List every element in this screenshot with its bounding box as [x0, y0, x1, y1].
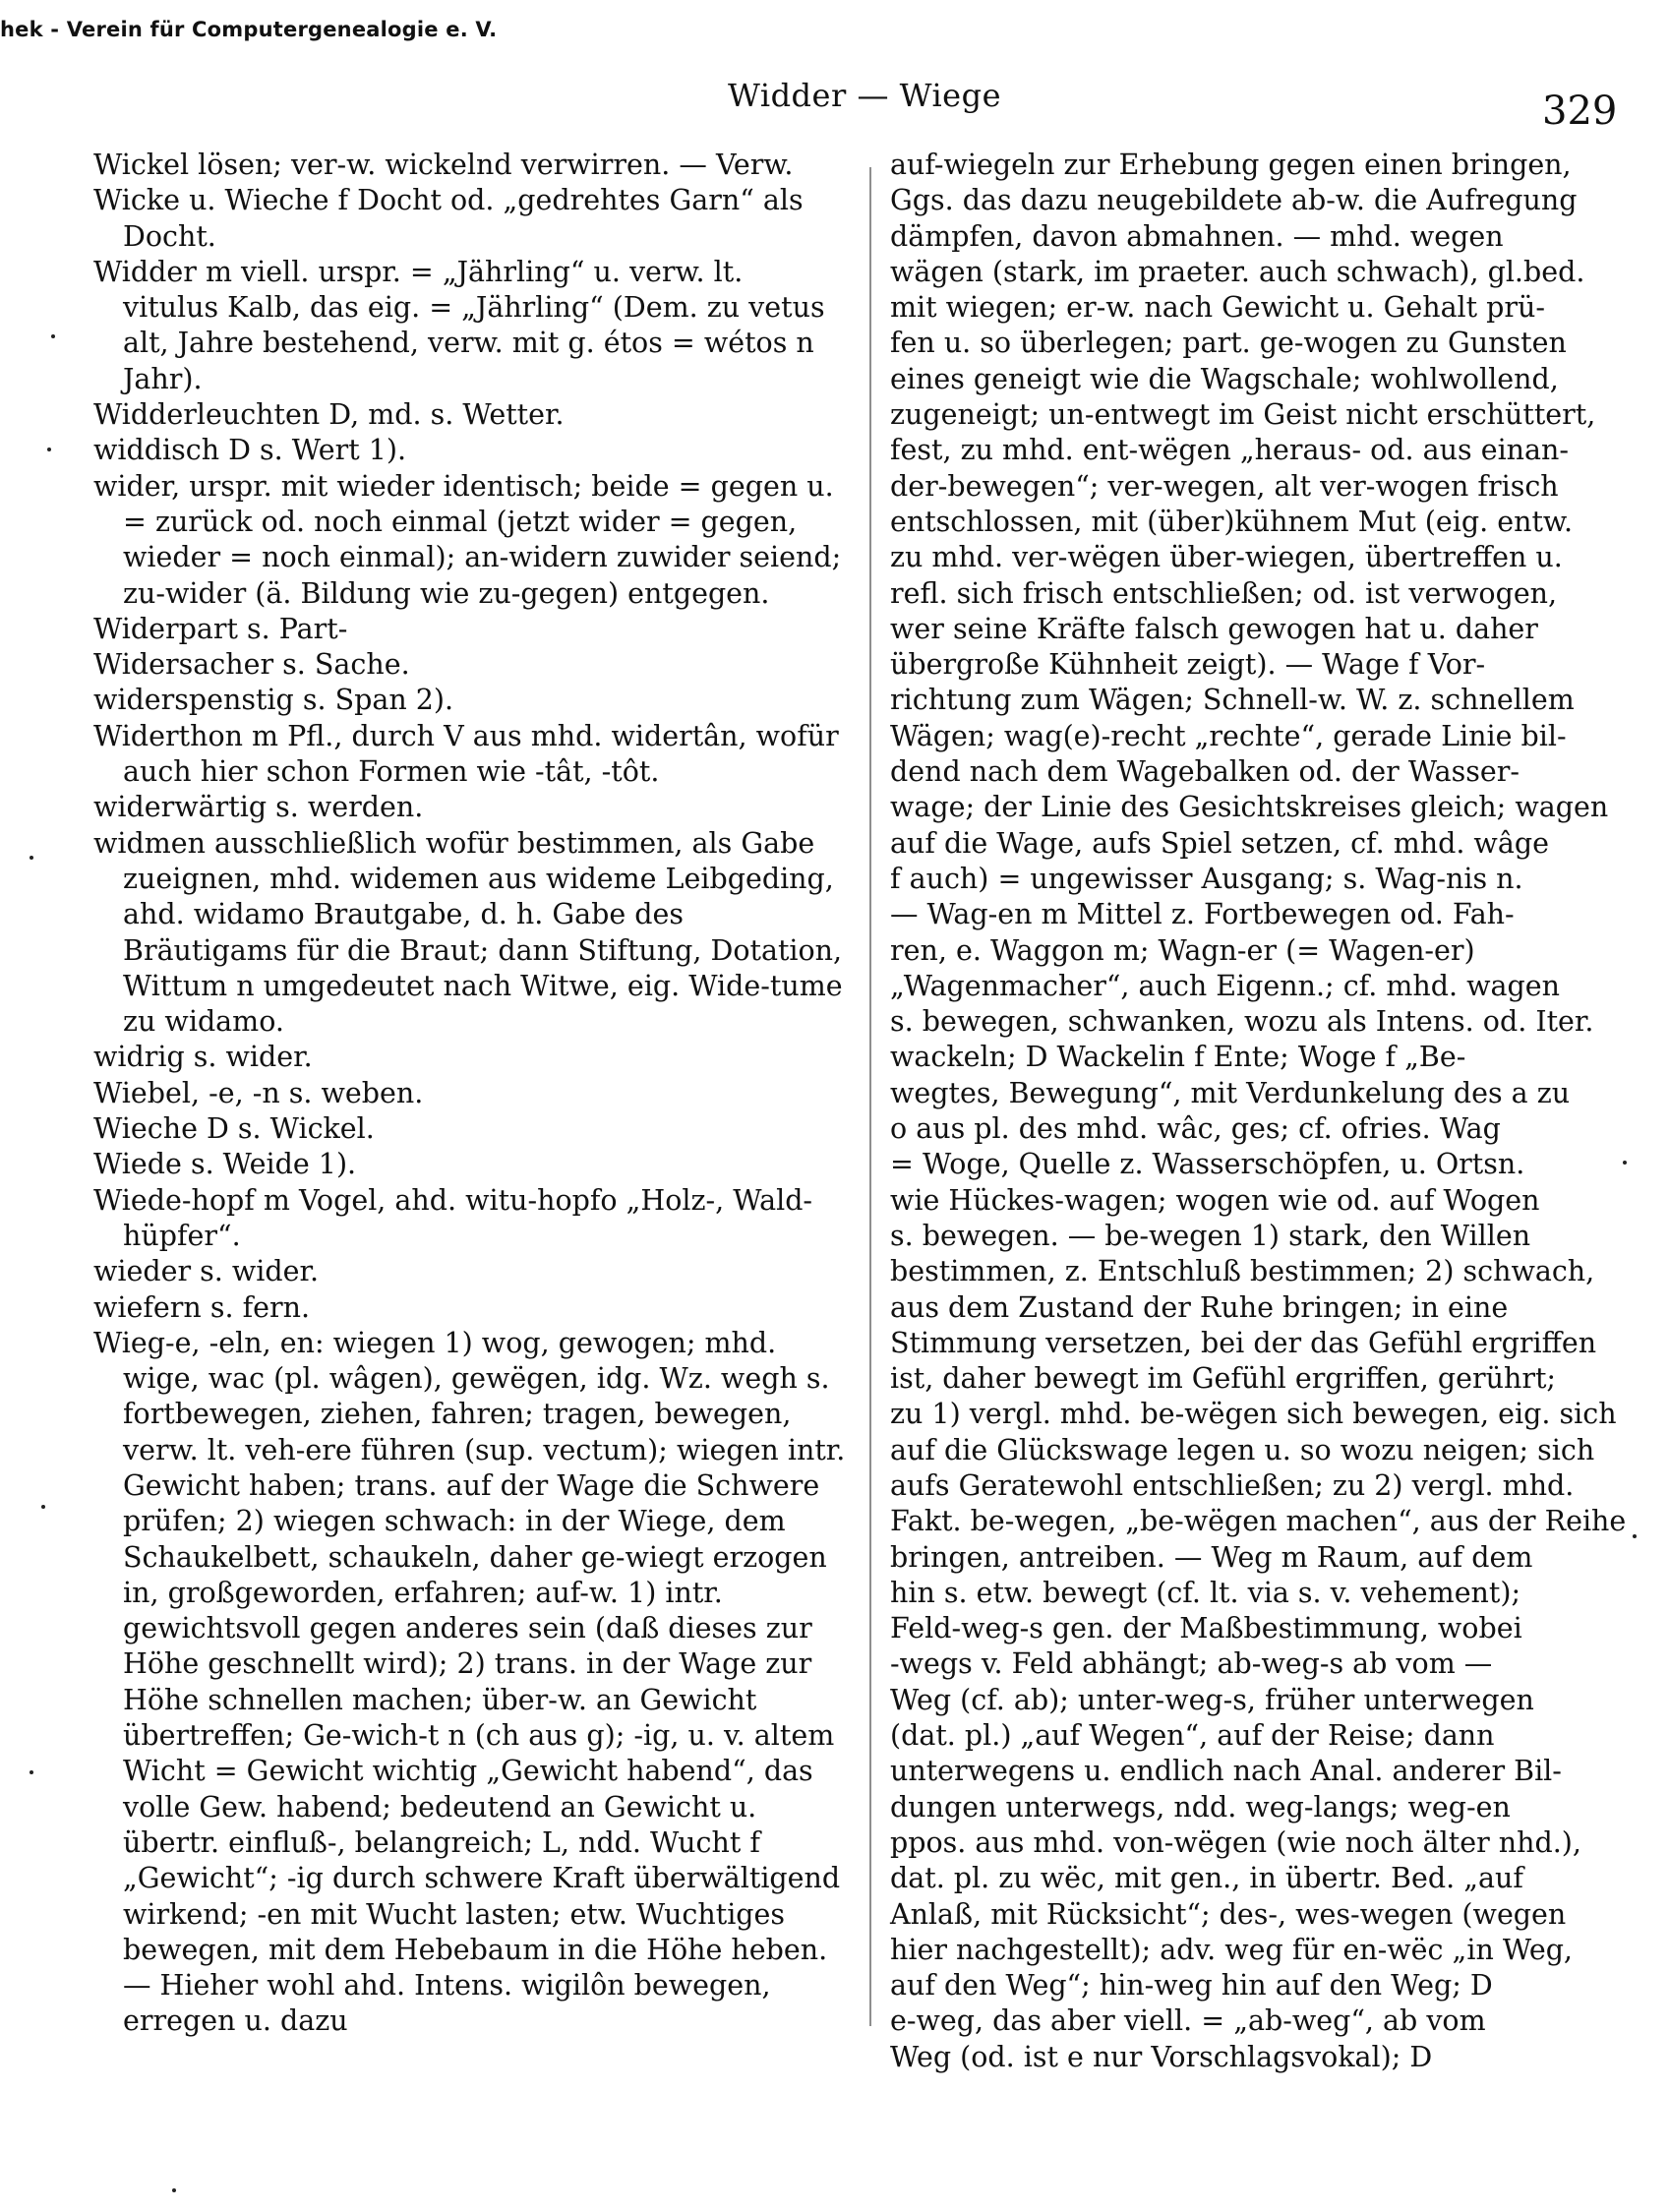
text-line: übergroße Kühnheit zeigt). — Wage f Vor- — [890, 648, 1486, 682]
entry: Wieg-e, -eln, en: wiegen 1) wog, gewogen; mhd. wige, wac (pl. wâgen), gewëgen, idg. Wz. wegh s. fortbewegen, ziehen, fahren; tragen, bewegen, verw. lt. veh-ere führen (sup. vectum); wiegen intr. Gewicht haben; trans. auf der Wage die Schwere prüfen; 2) wiegen schwach: in der Wiege, dem Schaukelbett, schaukeln, daher ge-wiegt erzogen in, großgeworden, erfahren; auf-w. 1) intr. gewichtsvoll gegen anderes sein (daß dieses zur Höhe geschnellt wird); 2) trans. in der Wage zur Höhe schnellen machen; über-w. an Gewicht übertreffen; Ge-wich-t n (ch aus g); -ig, u. v. altem Wicht = Gewicht wichtig „Gewicht habend“, das volle Gew. habend; bedeutend an Gewicht u. übertr. einfluß-, belangreich; L, ndd. Wucht f „Gewicht“; -ig durch schwere Kraft überwältigend wirkend; -en mit Wucht lasten; etw. Wuchtiges bewegen, mit dem Hebebaum in die Höhe heben. — Hieher wohl ahd. Intens. wigilôn bewegen, erregen u. dazu — [93, 1326, 846, 2038]
text-line: Weg (od. ist e nur Vorschlagsvokal); D — [890, 2040, 1433, 2073]
text-line: bestimmen, z. Entschluß bestimmen; 2) schwach, — [890, 1255, 1595, 1288]
text-line: hier nachgestellt); adv. weg für en-wëc „in Weg, — [890, 1933, 1573, 1966]
text-line: Fakt. be-wegen, „be-wëgen machen“, aus der Reihe — [890, 1505, 1627, 1538]
scan-speck — [51, 334, 55, 338]
entry: wiefern s. fern. — [93, 1290, 311, 1324]
entry: widerspenstig s. Span 2). — [93, 684, 454, 717]
text-line: unterwegens u. endlich nach Anal. anderer Bil- — [890, 1755, 1562, 1788]
entry: Wiebel, -e, -n s. weben. — [93, 1076, 424, 1109]
text-line: mit wiegen; er-w. nach Gewicht u. Gehalt prü- — [890, 291, 1546, 325]
text-line: zu 1) vergl. mhd. be-wëgen sich bewegen, eig. sich — [890, 1398, 1617, 1431]
text-line: wage; der Linie des Gesichtskreises gleich; wagen — [890, 791, 1609, 824]
entry: widdisch D s. Wert 1). — [93, 434, 407, 467]
text-line: refl. sich frisch entschließen; od. ist verwogen, — [890, 576, 1558, 610]
entry: Wieche D s. Wickel. — [93, 1112, 375, 1146]
scan-speck — [30, 856, 33, 860]
text-line: Weg (cf. ab); unter-weg-s, früher unterwegen — [890, 1683, 1534, 1716]
text-line: aus dem Zustand der Ruhe bringen; in eine — [890, 1290, 1509, 1324]
text-line: der-bewegen“; ver-wegen, alt ver-wogen frisch — [890, 469, 1559, 503]
entry: widerwärtig s. werden. — [93, 791, 424, 824]
scan-speck — [1633, 1534, 1637, 1538]
text-line: (dat. pl.) „auf Wegen“, auf der Reise; dann — [890, 1719, 1495, 1753]
page-number: 329 — [1542, 89, 1618, 134]
text-line: hin s. etw. bewegt (cf. lt. via s. v. vehement); — [890, 1576, 1521, 1609]
text-line: wegtes, Bewegung“, mit Verdunkelung des a zu — [890, 1076, 1571, 1109]
text-line: Wägen; wag(e)-recht „rechte“, gerade Linie bil- — [890, 719, 1567, 752]
scan-speck — [30, 1770, 33, 1774]
text-line: s. bewegen. — be-wegen 1) stark, den Willen — [890, 1219, 1531, 1252]
column-divider — [869, 167, 871, 2026]
text-line: — Wag-en m Mittel z. Fortbewegen od. Fah- — [890, 898, 1515, 931]
text-line: e-weg, das aber viell. = „ab-weg“, ab vom — [890, 2004, 1486, 2038]
entry: wieder s. wider. — [93, 1255, 320, 1288]
text-line: f auch) = ungewisser Ausgang; s. Wag-nis n. — [890, 862, 1523, 895]
left-column — [93, 148, 846, 2040]
text-line: richtung zum Wägen; Schnell-w. W. z. schnellem — [890, 684, 1575, 717]
text-line: dend nach dem Wagebalken od. der Wasser- — [890, 755, 1520, 789]
text-line: wägen (stark, im praeter. auch schwach), gl.bed. — [890, 255, 1585, 288]
text-line: dämpfen, davon abmahnen. — mhd. wegen — [890, 219, 1504, 253]
text-line: fen u. so überlegen; part. ge-wogen zu Gunsten — [890, 327, 1567, 360]
text-line: auf die Glückswage legen u. so wozu neigen; sich — [890, 1433, 1595, 1466]
text-line: s. bewegen, schwanken, wozu als Intens. od. Iter. — [890, 1005, 1594, 1039]
text-line: Ggs. das dazu neugebildete ab-w. die Aufregung — [890, 184, 1578, 217]
text-line: o aus pl. des mhd. wâc, ges; cf. ofries. Wag — [890, 1112, 1501, 1146]
text-line: auf-wiegeln zur Erhebung gegen einen bringen, — [890, 149, 1572, 181]
text-line: = Woge, Quelle z. Wasserschöpfen, u. Ortsn. — [890, 1148, 1525, 1181]
text-line: wackeln; D Wackelin f Ente; Woge f „Be- — [890, 1041, 1466, 1074]
text-line: ist, daher bewegt im Gefühl ergriffen, gerührt; — [890, 1362, 1557, 1396]
text-line: ren, e. Waggon m; Wagn-er (= Wagen-er) — [890, 933, 1475, 967]
text-line: Anlaß, mit Rücksicht“; des-, wes-wegen (wegen — [890, 1897, 1567, 1931]
text-line: auf den Weg“; hin-weg hin auf den Weg; D — [890, 1969, 1493, 2003]
entry: Wiede s. Weide 1). — [93, 1148, 357, 1181]
text-line: dat. pl. zu wëc, mit gen., in übertr. Bed. „auf — [890, 1862, 1523, 1895]
scan-speck — [172, 2188, 176, 2192]
entry: widrig s. wider. — [93, 1041, 313, 1074]
scan-speck — [41, 1505, 45, 1509]
text-line: Stimmung versetzen, bei der das Gefühl ergriffen — [890, 1326, 1597, 1359]
entry: Wiede-hopf m Vogel, ahd. witu-hopfo „Holz-, Wald-hüpfer“. — [93, 1183, 813, 1252]
text-line: dungen unterwegs, ndd. weg-langs; weg-en — [890, 1790, 1511, 1823]
text-line: -wegs v. Feld abhängt; ab-weg-s ab vom — — [890, 1647, 1493, 1681]
scan-speck — [47, 448, 51, 451]
entry: Widersacher s. Sache. — [93, 648, 410, 682]
text-line: wie Hückes-wagen; wogen wie od. auf Wogen — [890, 1183, 1540, 1217]
entry: widmen ausschließlich wofür bestimmen, als Gabe zueignen, mhd. widemen aus wideme Leibgeding, ahd. widamo Brautgabe, d. h. Gabe des Bräutigams für die Braut; dann Stiftung, Dotation, Wittum n umgedeutet nach Witwe, eig. Wide-tume zu widamo. — [93, 826, 843, 1039]
text-line: ppos. aus mhd. von-wëgen (wie noch älter nhd.), — [890, 1825, 1581, 1859]
text-line: Feld-weg-s gen. der Maßbestimmung, wobei — [890, 1612, 1522, 1645]
text-line: fest, zu mhd. ent-wëgen „heraus- od. aus einan- — [890, 434, 1570, 467]
entry: Widerthon m Pfl., durch V aus mhd. widertân, wofür auch hier schon Formen wie -tât, -tôt. — [93, 719, 839, 789]
text-line: „Wagenmacher“, auch Eigenn.; cf. mhd. wagen — [890, 969, 1560, 1002]
right-column — [890, 148, 1627, 2075]
text-line: aufs Geratewohl entschließen; zu 2) vergl. mhd. — [890, 1468, 1575, 1502]
entry: wider, urspr. mit wieder identisch; beide = gegen u. = zurück od. noch einmal (jetzt wider = gegen, wieder = noch einmal); an-widern zuwider seiend; zu-wider (ä. Bildung wie zu-gegen) entgegen. — [93, 469, 842, 610]
text-line: auf die Wage, aufs Spiel setzen, cf. mhd. wâge — [890, 826, 1549, 860]
text-line: entschlossen, mit (über)kühnem Mut (eig. entw. — [890, 505, 1574, 538]
text-line: wer seine Kräfte falsch gewogen hat u. daher — [890, 612, 1538, 645]
scan-speck — [1623, 1161, 1627, 1165]
text-line: zu mhd. ver-wëgen über-wiegen, übertreffen u. — [890, 541, 1563, 574]
entry: Wicke u. Wieche f Docht od. „gedrehtes Garn“ als Docht. — [93, 184, 804, 253]
text-line: bringen, antreiben. — Weg m Raum, auf dem — [890, 1540, 1533, 1574]
entry: Widder m viell. urspr. = „Jährling“ u. verw. lt. vitulus Kalb, das eig. = „Jährling“ (Dem. zu vetus alt, Jahre bestehend, verw. mit g. étos = wétos n Jahr). — [93, 255, 825, 395]
watermark: hek - Verein für Computergenealogie e. V. — [0, 18, 498, 41]
text-line: eines geneigt wie die Wagschale; wohlwollend, — [890, 362, 1559, 395]
text-line: zugeneigt; un-entwegt im Geist nicht erschüttert, — [890, 398, 1596, 432]
running-head: Widder — Wiege — [728, 77, 1002, 114]
entry: Wickel lösen; ver-w. wickelnd verwirren. — Verw. — [93, 149, 794, 181]
entry: Widerpart s. Part- — [93, 612, 348, 645]
entry: Widderleuchten D, md. s. Wetter. — [93, 398, 565, 432]
